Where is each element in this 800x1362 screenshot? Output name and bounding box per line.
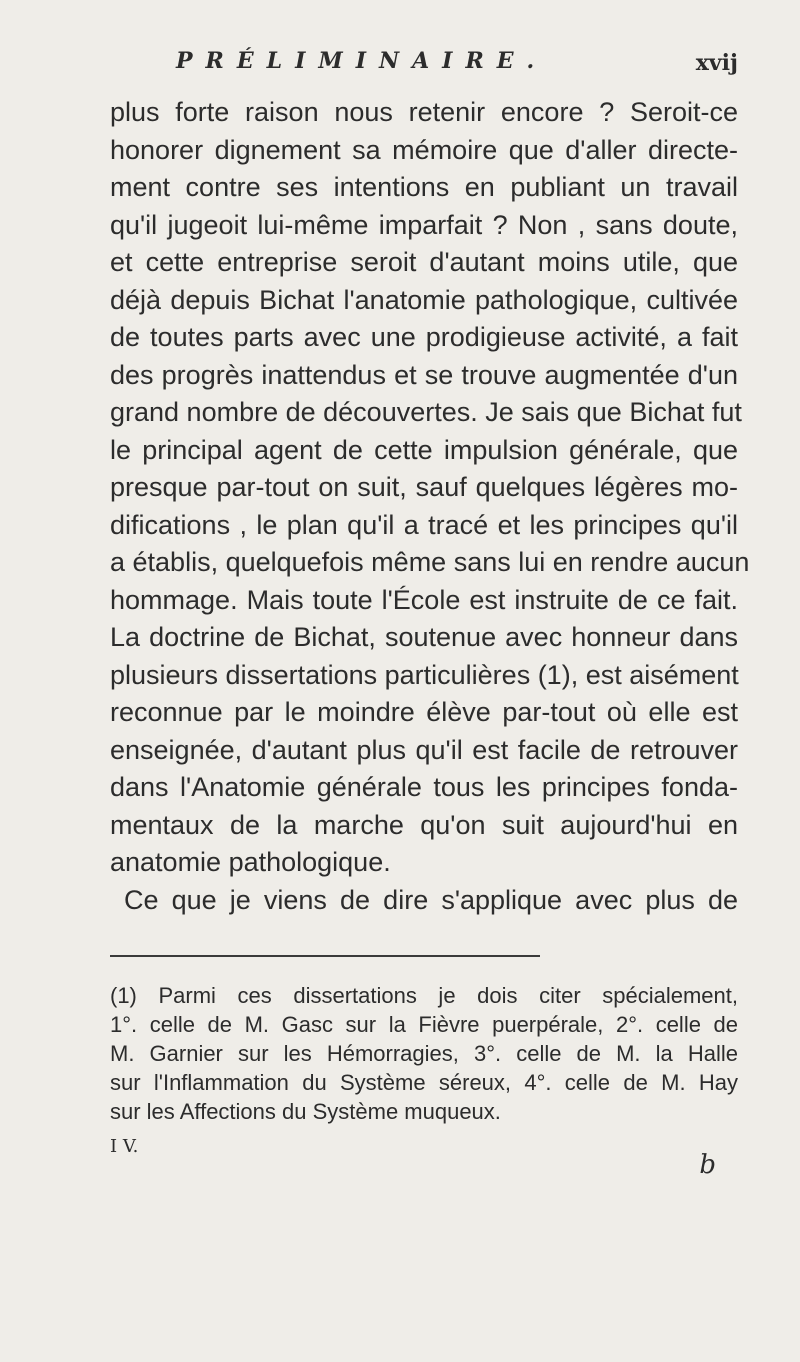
text-line: anatomie pathologique. <box>110 847 391 877</box>
text-line: enseignée, d'autant plus qu'il est facile de retrouver <box>110 734 738 765</box>
footnote-line: sur l'Inflammation du Système séreux, 4°. celle de M. Hay <box>110 1070 738 1095</box>
text-line: hommage. Mais toute l'École est instruite de ce fait. <box>110 584 738 615</box>
text-line: grand nombre de découvertes. Je sais que Bichat fut <box>110 397 742 427</box>
text-line: plus forte raison nous retenir encore ? Seroit-ce <box>110 97 738 127</box>
text-line: et cette entreprise seroit d'autant moins utile, que <box>110 247 738 277</box>
text-line: La doctrine de Bichat, soutenue avec honneur dans <box>110 622 738 652</box>
text-line: ment contre ses intentions en publiant un travail <box>110 172 738 202</box>
text-line: des progrès inattendus et se trouve augmentée d'un <box>110 359 738 390</box>
footnote-line: 1°. celle de M. Gasc sur la Fièvre puerpérale, 2°. celle de <box>110 1012 738 1037</box>
text-line: dans l'Anatomie générale tous les principes fonda- <box>110 772 738 802</box>
main-paragraph <box>110 94 750 919</box>
running-title: PRÉLIMINAIRE. <box>176 48 548 74</box>
text-line: plusieurs dissertations particulières (1), est aisément <box>110 659 739 690</box>
footnote-rule <box>110 955 540 957</box>
text-line: honorer dignement sa mémoire que d'aller directe- <box>110 134 738 165</box>
text-line: déjà depuis Bichat l'anatomie pathologique, cultivée <box>110 284 738 315</box>
text-line: presque par-tout on suit, sauf quelques légères mo- <box>110 472 738 502</box>
text-line: le principal agent de cette impulsion générale, que <box>110 434 738 465</box>
volume-mark: I V. <box>110 1136 139 1157</box>
footnote-line: sur les Affections du Système muqueux. <box>110 1099 501 1124</box>
text-line: a établis, quelquefois même sans lui en rendre aucun <box>110 547 750 577</box>
text-line: difications , le plan qu'il a tracé et les principes qu'il <box>110 509 738 540</box>
footnote-line: (1) Parmi ces dissertations je dois citer spécialement, <box>110 983 738 1008</box>
footnote <box>110 981 738 1126</box>
page-number: xvij <box>695 50 738 76</box>
signature-mark <box>110 1136 738 1184</box>
text-line: qu'il jugeoit lui-même imparfait ? Non , sans doute, <box>110 209 738 240</box>
gathering-mark: b <box>699 1150 716 1180</box>
text-line: Ce que je viens de dire s'applique avec plus de <box>124 884 738 915</box>
text-line: reconnue par le moindre élève par-tout où elle est <box>110 697 738 727</box>
text-line: mentaux de la marche qu'on suit aujourd'hui en <box>110 809 738 840</box>
footnote-line: M. Garnier sur les Hémorragies, 3°. celle de M. la Halle <box>110 1041 738 1066</box>
text-line: de toutes parts avec une prodigieuse activité, a fait <box>110 322 738 352</box>
page-header <box>110 48 738 94</box>
